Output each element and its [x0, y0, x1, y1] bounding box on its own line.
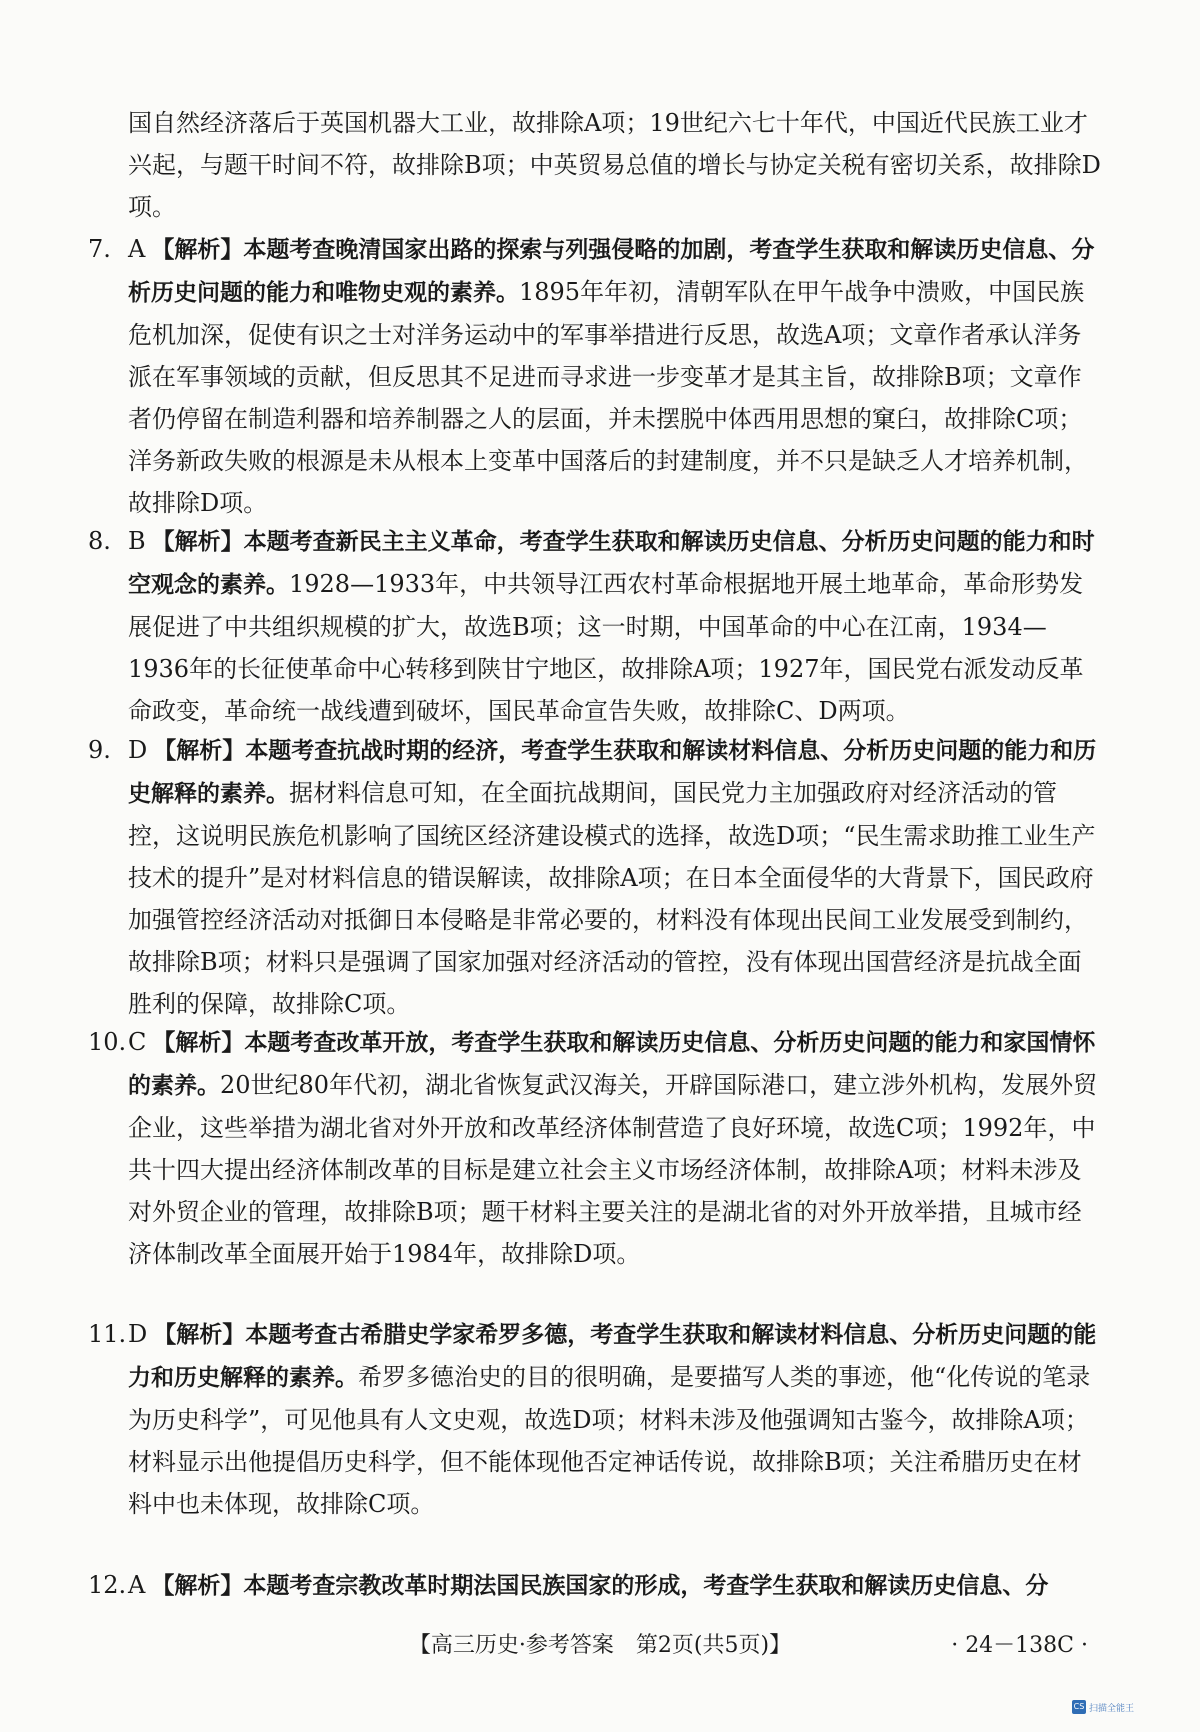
item-number: 10. [88, 1028, 127, 1056]
item-answer: B [128, 527, 146, 555]
answer-item-11 [88, 1313, 1104, 1525]
answer-item-10 [88, 1021, 1104, 1275]
item-body: 1928—1933年，中共领导江西农村革命根据地开展土地革命，革命形势发展促进了中共组织规模的扩大，故选B项；这一时期，中国革命的中心在江南，1934—1936年的长征使革命中心转移到陕甘宁地区，故排除A项；1927年，国民党右派发动反革命政变，革命统一战线遭到破坏，国民革命宣告失败，故排除C、D两项。 [128, 570, 1084, 725]
answer-item-9 [88, 729, 1104, 1025]
footer-code: · 24－138C · [951, 1633, 1088, 1658]
item-answer: A [128, 235, 146, 263]
answer-item-12 [88, 1564, 1104, 1607]
analysis-tag: 【解析】 [153, 738, 246, 764]
item-number: 12. [88, 1571, 127, 1599]
item-lead: 本题考查改革开放，考查学生获取和解读历史信息、分析历史问题的能力和家国情怀的素养。 [128, 1030, 1096, 1099]
scanner-label: 扫描全能王 [1089, 1703, 1135, 1714]
item-answer: D [128, 736, 148, 764]
item-lead: 本题考查宗教改革时期法国民族国家的形成，考查学生获取和解读历史信息、分 [243, 1573, 1049, 1599]
item-answer: D [128, 1320, 148, 1348]
scanner-app-icon: CS [1072, 1700, 1086, 1714]
answer-item-7 [88, 228, 1104, 524]
item-text [128, 228, 1104, 524]
item-lead: 本题考查晚清国家出路的探索与列强侵略的加剧，考查学生获取和解读历史信息、分析历史问题的能力和唯物史观的素养。 [128, 237, 1095, 306]
page-footer [0, 1628, 1200, 1664]
item-lead: 本题考查新民主主义革命，考查学生获取和解读历史信息、分析历史问题的能力和时空观念的素养。 [128, 529, 1095, 598]
item-text [128, 1564, 1104, 1607]
item-lead: 本题考查古希腊史学家希罗多德，考查学生获取和解读材料信息、分析历史问题的能力和历史解释的素养。 [128, 1322, 1097, 1391]
item-text [128, 1021, 1104, 1275]
intro-paragraph: 国自然经济落后于英国机器大工业，故排除A项；19世纪六七十年代，中国近代民族工业才兴起，与题干时间不符，故排除B项；中英贸易总值的增长与协定关税有密切关系，故排除D项。 [128, 109, 1101, 221]
analysis-tag: 【解析】 [152, 1030, 245, 1056]
answer-item-8 [88, 520, 1104, 732]
item-number: 7. [88, 235, 111, 263]
item-answer: A [128, 1571, 146, 1599]
item-lead: 本题考查抗战时期的经济，考查学生获取和解读材料信息、分析历史问题的能力和历史解释的素养。 [128, 738, 1097, 807]
analysis-tag: 【解析】 [151, 529, 244, 555]
item-number: 9. [88, 736, 111, 764]
item-answer: C [128, 1028, 147, 1056]
item-body: 20世纪80年代初，湖北省恢复武汉海关，开辟国际港口，建立涉外机构，发展外贸企业，这些举措为湖北省对外开放和改革经济体制营造了良好环境，故选C项；1992年，中共十四大提出经济体制改革的目标是建立社会主义市场经济体制，故排除A项；材料未涉及对外贸企业的管理，故排除B项；题干材料主要关注的是湖北省的对外开放举措，且城市经济体制改革全面展开始于1984年，故排除D项。 [128, 1071, 1098, 1268]
item-text [128, 1313, 1104, 1525]
analysis-tag: 【解析】 [151, 1573, 244, 1599]
footer-page-info: 【高三历史·参考答案 第2页(共5页)】 [408, 1633, 792, 1658]
item-body: 据材料信息可知，在全面抗战期间，国民党力主加强政府对经济活动的管控，这说明民族危机影响了国统区经济建设模式的选择，故选D项；“民生需求助推工业生产技术的提升”是对材料信息的错误解读，故排除A项；在日本全面侵华的大背景下，国民政府加强管控经济活动对抵御日本侵略是非常必要的，材料没有体现出民间工业发展受到制约，故排除B项；材料只是强调了国家加强对经济活动的管控，没有体现出国营经济是抗战全面胜利的保障，故排除C项。 [128, 779, 1096, 1018]
scanner-watermark [1072, 1700, 1190, 1720]
item-text [128, 520, 1104, 732]
item-body: 希罗多德治史的目的很明确，是要描写人类的事迹，他“化传说的笔录为历史科学”，可见他具有人文史观，故选D项；材料未涉及他强调知古鉴今，故排除A项；材料显示出他提倡历史科学，但不能体现他否定神话传说，故排除B项；关注希腊历史在材料中也未体现，故排除C项。 [128, 1363, 1091, 1518]
analysis-tag: 【解析】 [153, 1322, 246, 1348]
analysis-tag: 【解析】 [151, 237, 244, 263]
item-body: 1895年年初，清朝军队在甲午战争中溃败，中国民族危机加深，促使有识之士对洋务运动中的军事举措进行反思，故选A项；文章作者承认洋务派在军事领域的贡献，但反思其不足进而寻求进一步变革才是其主旨，故排除B项；文章作者仍停留在制造利器和培养制器之人的层面，并未摆脱中体西用思想的窠臼，故排除C项；洋务新政失败的根源是未从根本上变革中国落后的封建制度，并不只是缺乏人才培养机制，故排除D项。 [128, 278, 1088, 517]
item-text [128, 729, 1104, 1025]
item-number: 8. [88, 527, 111, 555]
item-number: 11. [88, 1320, 127, 1348]
